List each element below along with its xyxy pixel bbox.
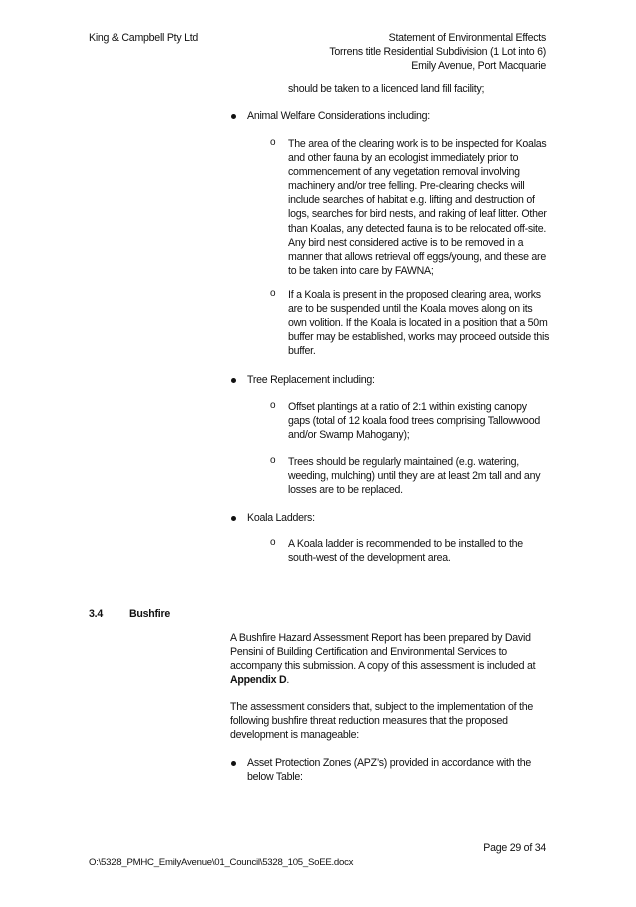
header-title: Statement of Environmental Effects	[388, 32, 546, 44]
bullet-icon	[231, 114, 236, 119]
sub-bullet-icon: o	[270, 537, 276, 548]
sub-bullet-icon: o	[270, 288, 276, 299]
bushfire-paragraph-1-end: .	[286, 674, 290, 687]
continuation-text: should be taken to a licenced land fill facility;	[288, 83, 485, 95]
header-location: Emily Avenue, Port Macquarie	[411, 60, 546, 73]
bullet-icon	[231, 761, 236, 766]
page-number: Page 29 of 34	[483, 842, 546, 854]
appendix-reference: Appendix D	[230, 674, 287, 687]
header-block	[329, 31, 546, 73]
sub-bullet-icon: o	[270, 137, 276, 148]
bushfire-paragraph-1	[230, 631, 550, 687]
koala-ladders-item-1: A Koala ladder is recommended to be installed to the south-west of the development area.	[288, 538, 523, 565]
animal-welfare-item-2: If a Koala is present in the proposed clearing area, works are to be suspended until the Koala moves along on its own volition. If the Koala is located in a position that a 50m buffer may be established, works may proceed outside this buffer.	[288, 289, 550, 358]
koala-ladders-label: Koala Ladders:	[247, 512, 315, 524]
file-path: O:\5328_PMHC_EmilyAvenue\01_Council\5328_105_SoEE.docx	[89, 857, 354, 868]
tree-replacement-item-1: Offset plantings at a ratio of 2:1 within existing canopy gaps (total of 12 koala food trees comprising Tallowwood and/or Swamp Mahogany);	[288, 401, 540, 442]
header-subtitle: Torrens title Residential Subdivision (1 Lot into 6)	[329, 46, 546, 59]
bullet-icon	[231, 516, 236, 521]
header-company: King & Campbell Pty Ltd	[89, 32, 199, 44]
bushfire-paragraph-2: The assessment considers that, subject to the implementation of the following bushfire threat reduction measures that the proposed development is manageable:	[230, 701, 533, 742]
apz-bullet: Asset Protection Zones (APZ’s) provided in accordance with the below Table:	[247, 757, 532, 784]
sub-bullet-icon: o	[270, 455, 276, 466]
tree-replacement-label: Tree Replacement including:	[247, 374, 375, 386]
sub-bullet-icon: o	[270, 400, 276, 411]
animal-welfare-label: Animal Welfare Considerations including:	[247, 110, 430, 122]
bullet-icon	[231, 378, 236, 383]
tree-replacement-item-2: Trees should be regularly maintained (e.g. watering, weeding, mulching) until they are at least 2m tall and any losses are to be replaced.	[288, 456, 541, 497]
section-title: Bushfire	[129, 608, 170, 620]
bushfire-paragraph-1-text: A Bushfire Hazard Assessment Report has been prepared by David Pensini of Building Certification and Environmental Services to accompany this submission. A copy of this assessment is included at	[230, 632, 536, 673]
animal-welfare-item-1: The area of the clearing work is to be inspected for Koalas and other fauna by an ecologist immediately prior to commencement of any vegetation removal involving machinery and/or tree felling. Pre-clearing checks will include searches of habitat e.g. lifting and destruction of logs, searches for bird nests, and raking of leaf litter. Other than Koalas, any detected fauna is to be relocated off-site. Any bird nest considered active is to be removed in a manner that allows retrieval off eggs/young, and these are to be taken into care by FAWNA;	[288, 138, 547, 277]
section-number: 3.4	[89, 608, 103, 620]
